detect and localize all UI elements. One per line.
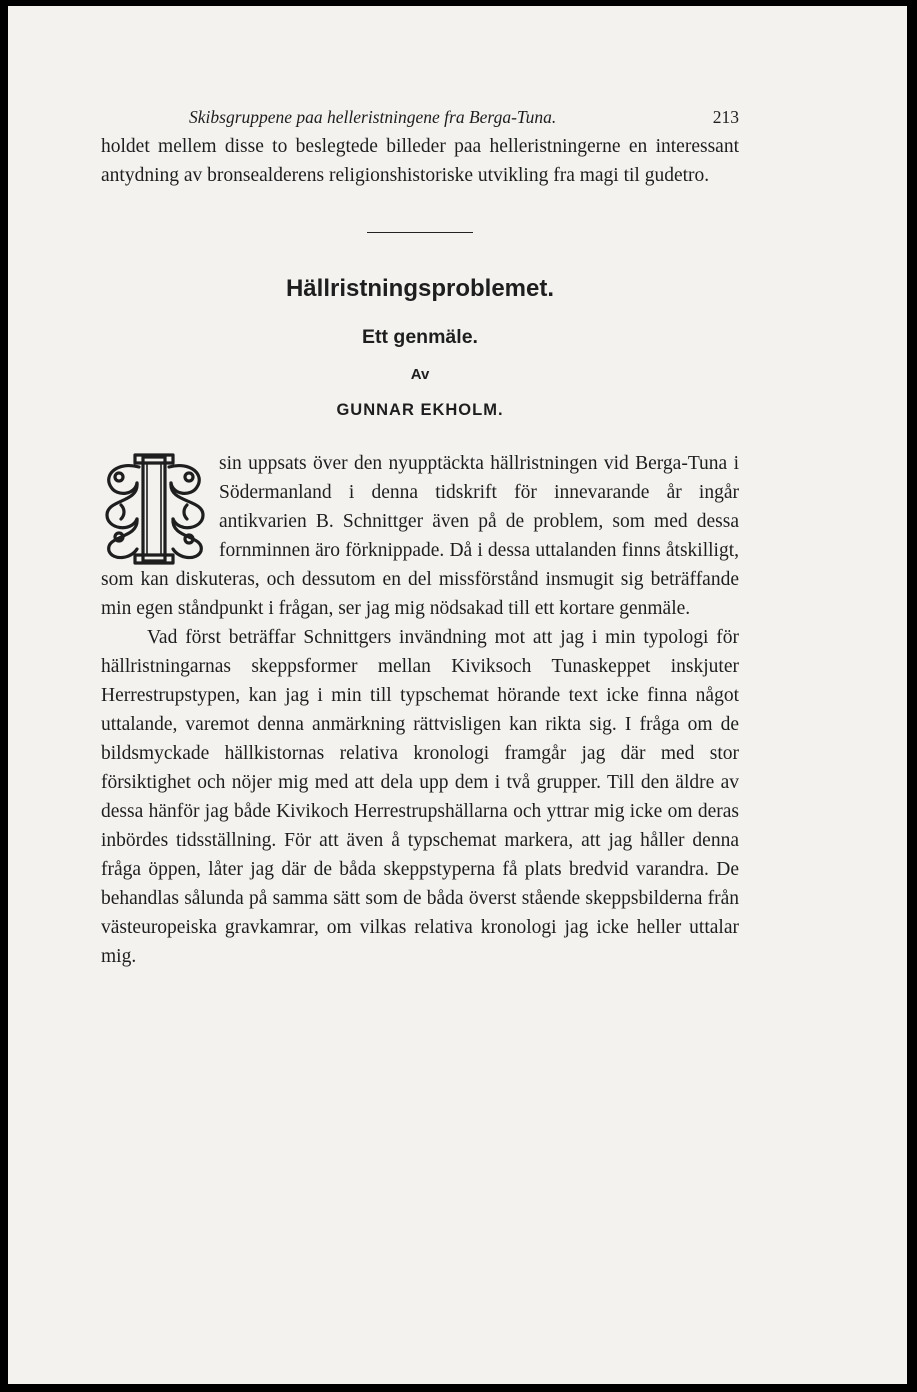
article-title: Hällristningsproblemet. [285, 275, 555, 302]
article-subtitle: Ett genmäle. [362, 326, 478, 348]
page-number: 213 [712, 107, 739, 127]
section-divider [367, 232, 473, 233]
running-head-title: Skibsgruppene paa helleristningene fra Berga-Tuna. [189, 107, 557, 127]
carryover-paragraph: holdet mellem disse to beslegtede billeder paa helleristningerne en interessant antydning av bronsealderens religionshistoriske utvikling fra magi til gudetro. [101, 136, 739, 186]
byline-prefix: Av [410, 366, 430, 383]
article-paragraph-2: Vad först beträffar Schnittgers invändning mot att jag i min typologi för hällristningarnas skeppsformer mellan Kiviksoch Tunaskeppet inskjuter Herrestrupstypen, kan jag i min till typschemat hörande text icke finna något uttalande, varemot denna anmärkning rättvisligen kan rikta sig. I fråga om de bildsmyckade hällkistornas relativa kronologi framgår jag där med stor försiktighet och nöjer mig med att dela upp dem i två grupper. Till den äldre av dessa hänför jag både Kivikoch Herrestrupshällarna och yttrar mig icke om deras inbördes tidsställning. För att även å typschemat markera, att jag håller denna fråga öppen, låter jag där de båda skeppstyperna få plats bredvid varandra. De behandlas sålunda på samma sätt som de båda överst stående skeppsbilderna från västeuropeiska gravkamrar, om vilkas relativa kronologi jag icke heller uttalar mig. [101, 627, 739, 967]
running-head [101, 102, 739, 132]
ornamental-initial-I-icon [101, 453, 209, 565]
document-page [8, 6, 907, 1384]
page-content [101, 102, 739, 971]
author-name: GUNNAR EKHOLM. [336, 401, 504, 419]
article-paragraph-1: sin uppsats över den nyupptäckta hällristningen vid Berga-Tuna i Södermanland i denna tidskrift för innevarande år ingår antikvarien B. Schnittger även på de problem, som med dessa fornminnen äro förknippade. Då i dessa uttalanden finns åtskilligt, som kan diskuteras, och dessutom en del missförstånd insmugit sig beträffande min egen ståndpunkt i frågan, ser jag mig nödsakad till ett kortare genmäle. [101, 453, 739, 619]
